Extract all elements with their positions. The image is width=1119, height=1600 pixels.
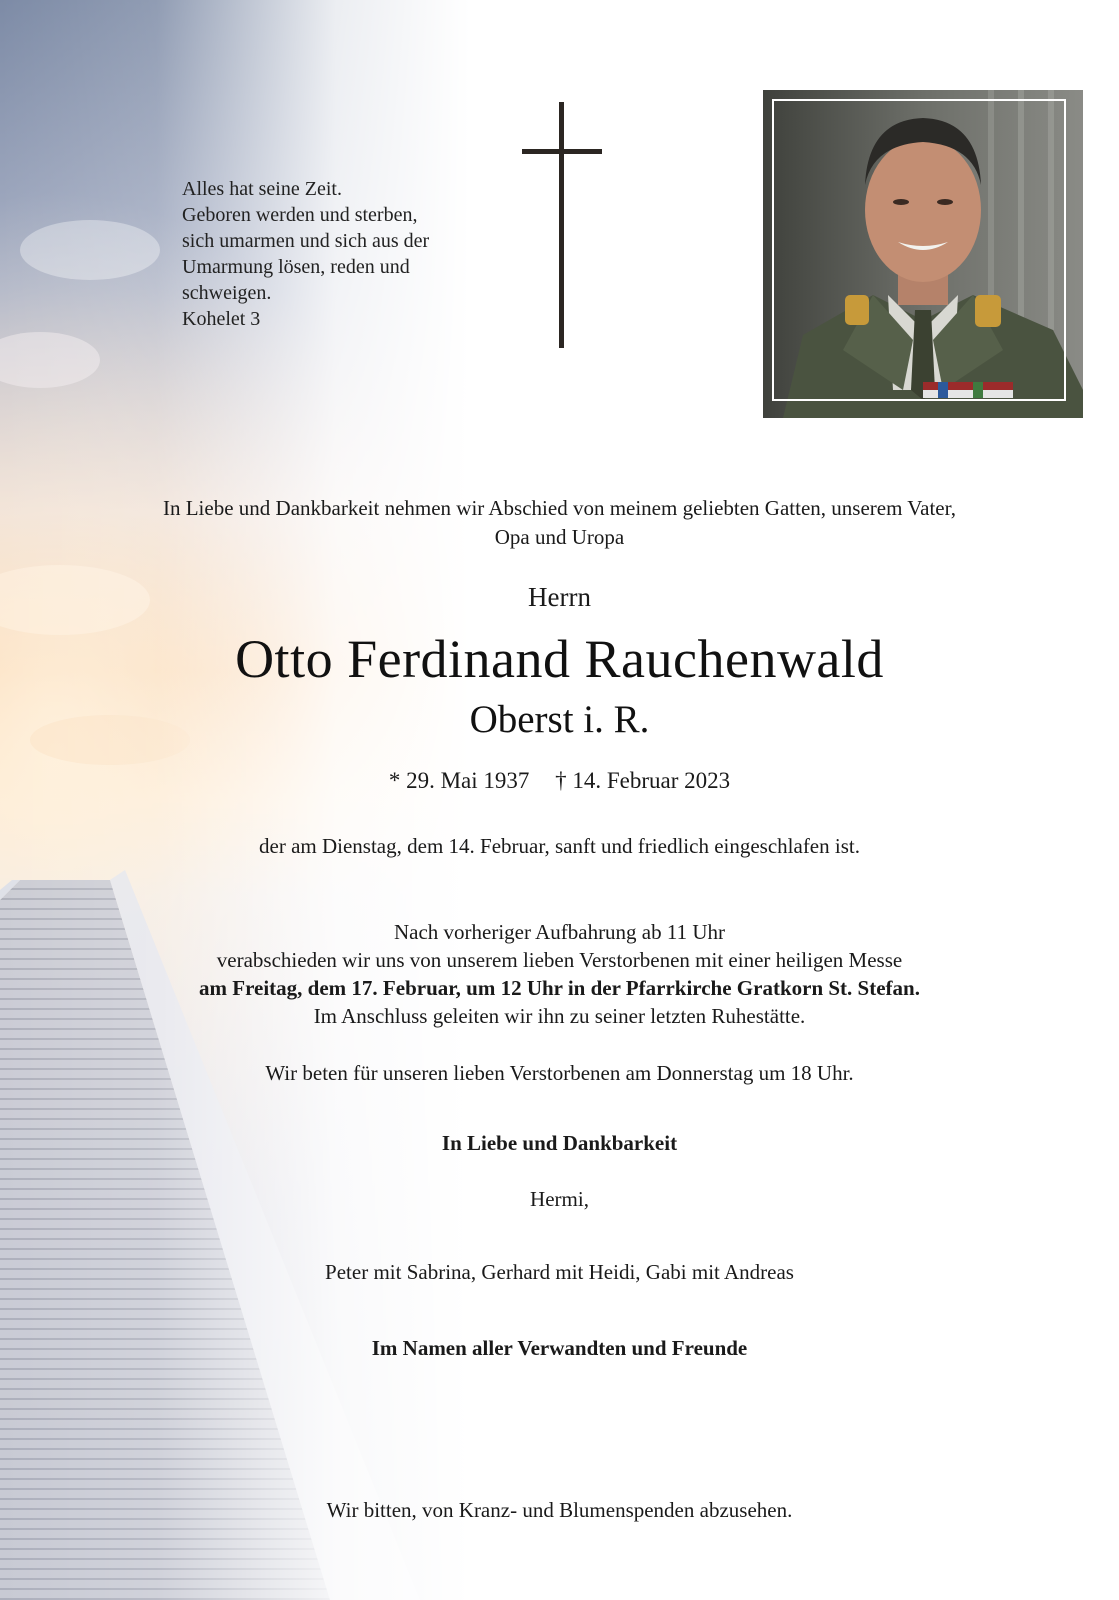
birth-date: * 29. Mai 1937 bbox=[388, 768, 530, 793]
bible-quote bbox=[182, 176, 502, 332]
quote-source: Kohelet 3 bbox=[182, 308, 261, 330]
quote-line: Umarmung lösen, reden und bbox=[182, 256, 410, 278]
intro-line: In Liebe und Dankbarkeit nehmen wir Abschied von meinem geliebten Gatten, unserem Vater, bbox=[162, 496, 957, 520]
life-dates bbox=[0, 768, 1119, 794]
deceased-rank: Oberst i. R. bbox=[469, 698, 650, 741]
intro-line: Opa und Uropa bbox=[494, 525, 625, 549]
salutation: Herrn bbox=[528, 582, 591, 612]
relatives-text: Im Namen aller Verwandten und Freunde bbox=[371, 1336, 748, 1360]
flower-request: Wir bitten, von Kranz- und Blumenspenden abzusehen. bbox=[326, 1498, 793, 1522]
quote-line: Alles hat seine Zeit. bbox=[182, 178, 342, 200]
passing-text: der am Dienstag, dem 14. Februar, sanft und friedlich eingeschlafen ist. bbox=[259, 834, 860, 858]
closing-love: In Liebe und Dankbarkeit bbox=[441, 1131, 678, 1155]
service-info bbox=[0, 918, 1119, 1030]
quote-line: schweigen. bbox=[182, 282, 272, 304]
service-line: Im Anschluss geleiten wir ihn zu seiner letzten Ruhestätte. bbox=[313, 1004, 806, 1028]
intro-text bbox=[0, 494, 1119, 552]
service-line: Nach vorheriger Aufbahrung ab 11 Uhr bbox=[393, 920, 726, 944]
quote-line: sich umarmen und sich aus der bbox=[182, 230, 430, 252]
prayer-info: Wir beten für unseren lieben Verstorbenen am Donnerstag um 18 Uhr. bbox=[265, 1061, 854, 1085]
quote-line: Geboren werden und sterben, bbox=[182, 204, 418, 226]
spouse-name: Hermi, bbox=[530, 1187, 589, 1211]
portrait-photo bbox=[763, 90, 1083, 418]
service-date-location: am Freitag, dem 17. Februar, um 12 Uhr in der Pfarrkirche Gratkorn St. Stefan. bbox=[199, 976, 920, 1000]
cross-icon bbox=[522, 102, 602, 348]
service-line: verabschieden wir uns von unserem lieben Verstorbenen mit einer heiligen Messe bbox=[216, 948, 903, 972]
children-names: Peter mit Sabrina, Gerhard mit Heidi, Gabi mit Andreas bbox=[325, 1260, 794, 1284]
deceased-name: Otto Ferdinand Rauchenwald bbox=[235, 629, 884, 689]
death-date: † 14. Februar 2023 bbox=[555, 768, 731, 793]
